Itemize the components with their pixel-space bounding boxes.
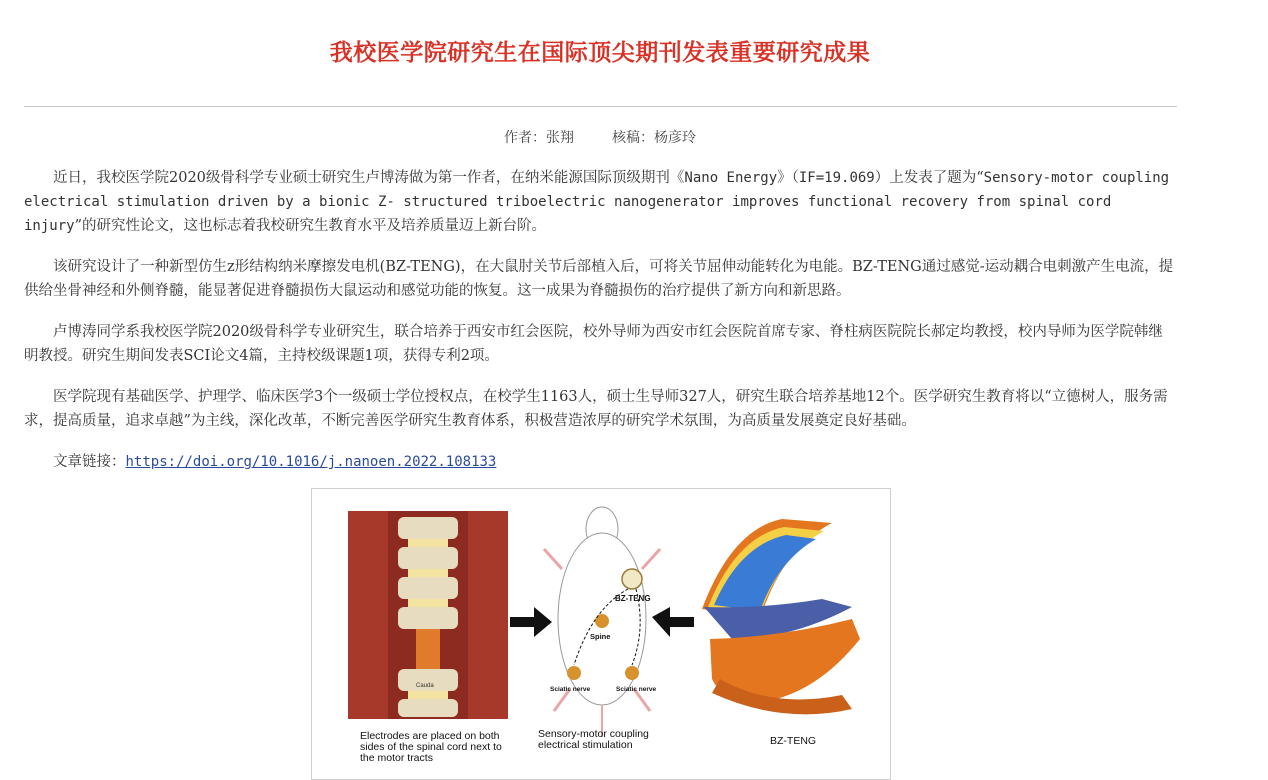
sciatic-right-label: Sciatic nerve [616,686,657,693]
author-label: 作者：张翔 [504,130,574,146]
page-title: 我校医学院研究生在国际顶尖期刊发表重要研究成果 [329,39,871,66]
p1-text-b: 》（ [777,170,799,186]
title-divider [24,106,1177,107]
bzteng-small-label: BZ-TENG [615,594,651,603]
rat-illustration [544,507,660,737]
paragraph-link [24,450,1174,474]
paragraph-3: 卢博涛同学系我校医学院2020级骨科学专业研究生，联合培养于西安市红会医院，校外导师为西安市红会医院首席专家、脊柱病医院院长郝定均教授，校内导师为医学院韩继明教授。研究生期间发表SCI论文4篇，主持校级课题1项，获得专利2项。 [24,324,1163,364]
reviewer-label: 核稿：杨彦玲 [612,130,696,146]
journal-name: Nano Energy [684,170,778,186]
muscle-left [348,511,388,719]
caption-bzteng: BZ-TENG [770,735,817,747]
p1-text-c: ）上发表了题为“ [874,170,984,186]
arrow-left-icon [652,607,694,637]
caption-stimulation: Sensory-motor coupling electrical stimulation [538,728,649,751]
bzteng-device [702,519,860,714]
muscle-right [468,511,508,719]
p1-text-a: 近日，我校医学院2020级骨科学专业硕士研究生卢博涛做为第一作者，在纳米能源国际顶级期刊《 [53,170,685,186]
paragraph-1 [24,166,1174,238]
sciatic-left-label: Sciatic nerve [550,686,591,693]
impact-factor: IF=19.069 [798,170,875,186]
doi-link[interactable]: https://doi.org/10.1016/j.nanoen.2022.108133 [125,454,497,470]
p1-text-d: ”的研究性论文，这也标志着我校研究生教育水平及培养质量迈上新台阶。 [74,218,546,234]
arrow-right-icon [510,607,552,637]
paragraph-2: 该研究设计了一种新型仿生z形结构纳米摩擦发电机(BZ-TENG)，在大鼠肘关节后部植入后，可将关节屈伸动能转化为电能。BZ-TENG通过感觉-运动耦合电刺激产生电流，提供给坐骨神经和外侧脊髓，能显著促进脊髓损伤大鼠运动和感觉功能的恢复。这一成果为脊髓损伤的治疗提供了新方向和新思路。 [24,259,1174,299]
cauda-label: Cauda [416,683,434,689]
caption-electrodes: Electrodes are placed on both sides of the spinal cord next to the motor tracts [360,730,502,764]
paper-title: Sensory-motor coupling electrical stimulation driven by a bionic Z- structured triboelectric nanogenerator improves functional recovery from spinal cord injury [24,170,1170,234]
article-body [24,166,1174,491]
research-figure [311,488,891,780]
paragraph-4: 医学院现有基础医学、护理学、临床医学3个一级硕士学位授权点，在校学生1163人，硕士生导师327人，研究生联合培养基地12个。医学研究生教育将以“立德树人，服务需求，提高质量，追求卓越”为主线，深化改革，不断完善医学研究生教育体系，积极营造浓厚的研究学术氛围，为高质量发展奠定良好基础。 [24,389,1168,429]
link-label: 文章链接： [53,454,126,470]
spine-label: Spine [590,632,611,641]
byline [0,127,1200,147]
